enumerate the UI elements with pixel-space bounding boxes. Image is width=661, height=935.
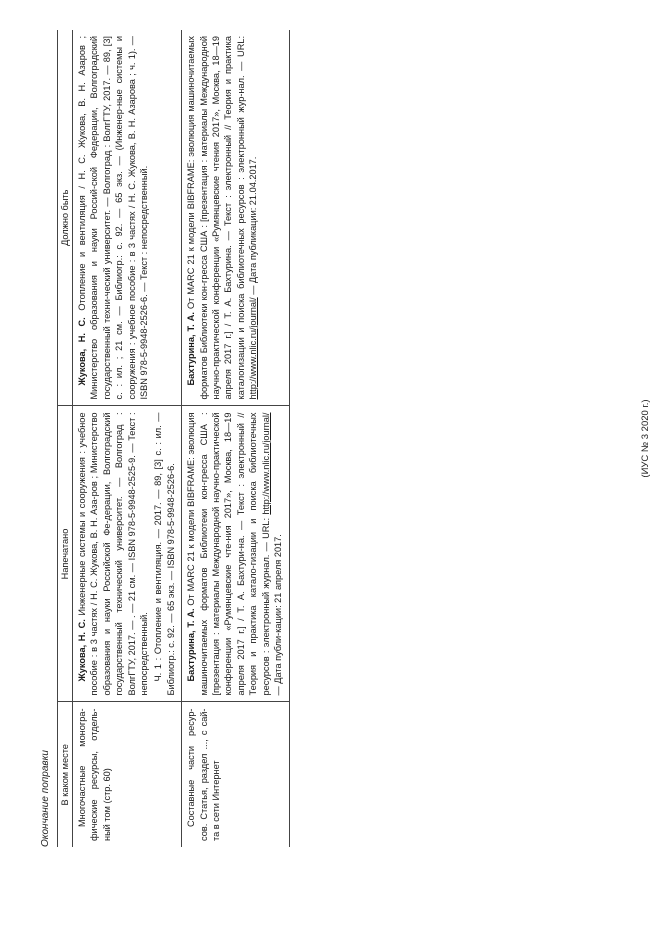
corrections-table (57, 30, 290, 847)
table-row (182, 30, 289, 847)
table-row (73, 30, 182, 847)
printed-paragraph (76, 413, 150, 696)
printed-paragraph (185, 413, 284, 696)
paragraph-text: Инженерные системы и сооружения : учебное пособие : в 3 частях / Н. С. Жукова, В. Н. Аза-ров ; Министерство образования и науки Российской Фе-дерации, Волгоградский государственный технический университет. — Волгоград : ВолгГТУ, 2017. — . — 21 см. — ISBN 978-5-9948-2525-9. — Текст : непосредственный. (77, 412, 150, 696)
paragraph-tail: — Дата публи-кации: 21 апреля 2017. (273, 534, 284, 696)
should-be-paragraph (76, 36, 150, 400)
place-text: Составные части ресур-сов. Статья, раздел ..., с сай-та в сети Интернет (186, 708, 222, 841)
author-name: Бахтурина, Т. А. (186, 312, 197, 386)
cell-printed (182, 406, 289, 702)
author-name: Жукова, Н. С. (77, 317, 87, 386)
printed-paragraph (152, 413, 177, 696)
place-text: Многочастные моногра-фические ресурсы, отдель-ный том (стр. 60) (77, 708, 112, 841)
paragraph-text: От MARC 21 к модели BIBFRAME: эволюция машиночитаемых форматов Библиотеки кон-гресса США : [презентация : материалы Международной научно-практической конференции «Румянцевские чте-ния 2017», Москва, 18—19 апреля 2017 г.] / Т. А. Бахтури-на. — Текст : электронный // Теория и практика катало-гизации и поиска библиотечных ресурсов : электронный журнал. — URL: (186, 412, 271, 696)
cell-printed (73, 406, 182, 702)
column-header-place: В каком месте (58, 702, 73, 847)
column-header-printed: Напечатано (58, 406, 73, 702)
table-header-row (58, 30, 73, 847)
journal-url-link[interactable]: http://www.nlic.ru/journal/ (260, 412, 271, 515)
author-name: Бахтурина, Т. А. (186, 608, 197, 682)
journal-url-link[interactable]: http://www.nlic.ru/journal/ (248, 297, 259, 400)
cell-should-be (182, 30, 289, 406)
should-be-paragraph (185, 36, 259, 400)
paragraph-text: Ч. 1 : Отопление и вентиляция. — 2017. — 89, [3] с. : ил. — Библиогр.: с. 92. — 65 экз. — ISBN 978-5-9948-2526-6. (153, 412, 176, 696)
author-name: Жукова, Н. С. (77, 619, 87, 682)
paragraph-text: От MARC 21 к модели BIBFRAME: эволюция машиночитаемых форматов Библиотеки кон-гресса США : [презентация : материалы Международной научно-практической конференции «Румянцевские чтения 2017», Москва, 18—19 апреля 2017 г.] / Т. А. Бахтурина. — Текст : электронный // Теория и практика каталогизации и поиска библиотечных ресурсов : электронный жур-нал. — URL: (186, 36, 246, 400)
paragraph-text: Отопление и вентиляция / Н. С. Жукова, В. Н. Азаров ; Министерство образования и науки Россий-ской Федерации, Волгоградский государственный техни-ческий университет. — Волгоград : ВолгГТУ, 2017. — 89, [3] с. : ил. ; 21 см. — Библиогр.: с. 92. — 65 экз. — (Инженер-ные системы и сооружения : учебное пособие : в 3 частях / Н. С. Жукова, В. Н. Азарова ; ч. 1). — ISBN 978-5-9948-2526-6. — Текст : непосредственный. (77, 35, 150, 400)
paragraph-tail: — Дата публикации: 21.04.2017. (248, 156, 259, 298)
column-header-should-be: Должно быть (58, 30, 73, 406)
cell-place (182, 702, 289, 847)
table-caption: Окончание поправки (40, 750, 51, 847)
cell-place (73, 702, 182, 847)
issue-footer: (ИУС № 3 2020 г.) (640, 399, 651, 478)
cell-should-be (73, 30, 182, 406)
